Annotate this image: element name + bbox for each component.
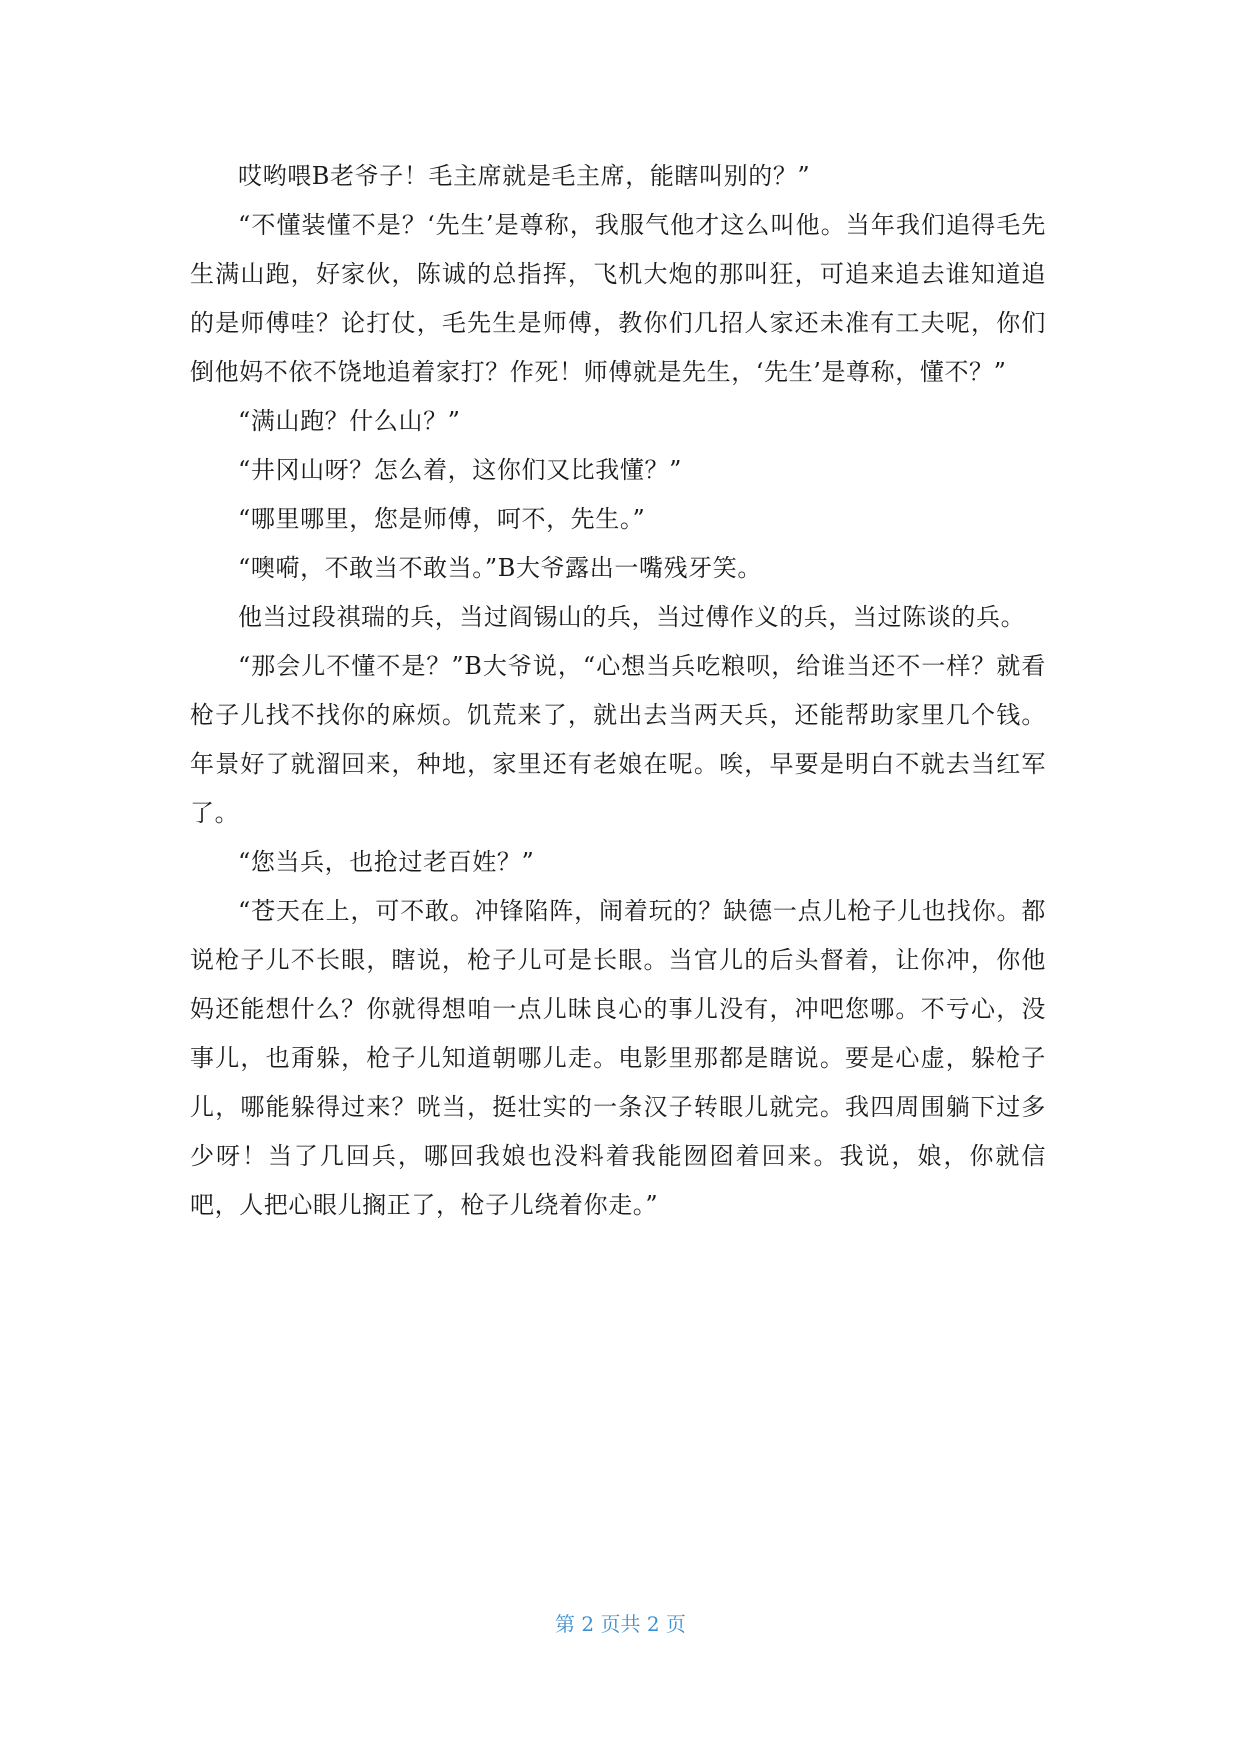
paragraph-5: “哪里哪里，您是师傅，呵不，先生。” xyxy=(238,505,646,533)
paragraph-7: 他当过段祺瑞的兵，当过阎锡山的兵，当过傅作义的兵，当过陈谈的兵。 xyxy=(238,603,1026,631)
paragraph-4: “井冈山呀？怎么着，这你们又比我懂？” xyxy=(238,456,682,484)
page-number-footer: 第 2 页共 2 页 xyxy=(555,1612,686,1636)
paragraph-3: “满山跑？什么山？” xyxy=(238,407,461,435)
paragraph-10: “苍天在上，可不敢。冲锋陷阵，闹着玩的？缺德一点儿枪子儿也找你。都说枪子儿不长眼，瞎说，枪子儿可是长眼。当官儿的后头督着，让你冲，你他妈还能想什么？你就得想咱一点儿昧良心的事儿没有，冲吧您哪。不亏心，没事儿，也甭躲，枪子儿知道朝哪儿走。电影里那都是瞎说。要是心虚，躲枪子儿，哪能躲得过来？咣当，挺壮实的一条汉子转眼儿就完。我四周围躺下过多少呀！当了几回兵，哪回我娘也没料着我能囫囵着回来。我说，娘，你就信吧，人把心眼儿搁正了，枪子儿绕着你走。” xyxy=(190,897,1046,1219)
document-body xyxy=(190,152,1046,1230)
paragraph-2: “不懂装懂不是？‘先生’是尊称，我服气他才这么叫他。当年我们追得毛先生满山跑，好家伙，陈诚的总指挥，飞机大炮的那叫狂，可追来追去谁知道追的是师傅哇？论打仗，毛先生是师傅，教你们几招人家还未准有工夫呢，你们倒他妈不依不饶地追着家打？作死！师傅就是先生，‘先生’是尊称，懂不？” xyxy=(190,211,1046,386)
paragraph-8: “那会儿不懂不是？”B大爷说，“心想当兵吃粮呗，给谁当还不一样？就看枪子儿找不找你的麻烦。饥荒来了，就出去当两天兵，还能帮助家里几个钱。年景好了就溜回来，种地，家里还有老娘在呢。唉，早要是明白不就去当红军了。 xyxy=(190,652,1046,827)
paragraph-9: “您当兵，也抢过老百姓？” xyxy=(238,848,535,876)
paragraph-6: “噢嗬，不敢当不敢当。”B大爷露出一嘴残牙笑。 xyxy=(238,554,762,582)
paragraph-1: 哎哟喂B老爷子！毛主席就是毛主席，能瞎叫别的？” xyxy=(238,162,811,190)
